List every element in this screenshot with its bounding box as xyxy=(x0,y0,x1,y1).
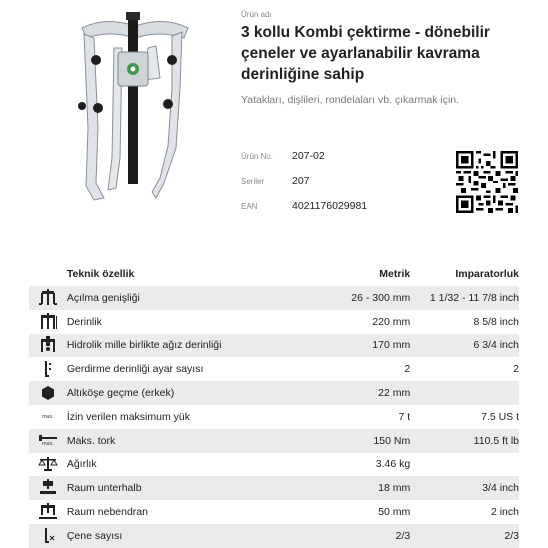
hexagon-icon xyxy=(38,384,58,402)
spec-row-opening-width xyxy=(29,286,519,310)
product-label: Ürün adı xyxy=(241,10,272,19)
product-image xyxy=(60,8,210,208)
spec-row-depth xyxy=(29,310,519,334)
spec-metric: 170 mm xyxy=(372,339,411,352)
space-below-icon xyxy=(38,479,58,497)
spec-imperial: 1 1/32 - 11 7/8 inch xyxy=(429,291,519,304)
max-torque-icon: max. xyxy=(41,440,54,447)
spec-imperial: 2 inch xyxy=(490,506,519,519)
spec-metric: 22 mm xyxy=(378,387,411,400)
max-load-icon: max. xyxy=(41,413,54,420)
spec-imperial: 3/4 inch xyxy=(482,482,519,495)
spec-metric: 2/3 xyxy=(395,529,411,542)
specs-header-row xyxy=(29,262,519,286)
scale-icon xyxy=(38,455,58,473)
meta-row-ean xyxy=(241,200,367,225)
spec-row-hydraulic-depth xyxy=(29,334,519,358)
meta-label: Seriler xyxy=(241,177,265,186)
spec-metric: 26 - 300 mm xyxy=(351,291,411,304)
tension-adjust-icon xyxy=(38,360,58,378)
spec-name: Hidrolik mille birlikte ağız derinliği xyxy=(66,339,222,352)
spec-name: Gerdirme derinliği ayar sayısı xyxy=(66,363,204,376)
hydraulic-depth-icon xyxy=(38,336,58,354)
spec-imperial: 2/3 xyxy=(504,529,519,542)
specs-table xyxy=(29,262,519,548)
spec-name: Altıköşe geçme (erkek) xyxy=(66,387,175,400)
spec-metric: 7 t xyxy=(398,410,411,423)
meta-row-article-number xyxy=(241,150,367,175)
jaw-count-icon xyxy=(38,527,58,545)
product-header xyxy=(241,10,541,106)
opening-width-icon xyxy=(38,289,58,307)
spec-row-tension-adjust xyxy=(29,357,519,381)
qr-code-icon xyxy=(456,151,518,213)
spec-name: Raum unterhalb xyxy=(66,482,142,495)
meta-row-series xyxy=(241,175,367,200)
spec-metric: 220 mm xyxy=(372,315,411,328)
spec-imperial: 110.5 ft lb xyxy=(473,434,519,447)
depth-icon xyxy=(38,313,58,331)
spec-name: Raum nebendran xyxy=(66,506,148,519)
meta-value: 207 xyxy=(292,175,310,187)
spec-name: Derinlik xyxy=(66,315,102,328)
spec-row-space-beside xyxy=(29,500,519,524)
spec-name: Çene sayısı xyxy=(66,529,123,542)
spec-imperial: 6 3/4 inch xyxy=(473,339,519,352)
spec-name: Ağırlık xyxy=(66,458,97,471)
spec-row-space-below xyxy=(29,476,519,500)
spec-row-jaw-count xyxy=(29,524,519,548)
product-meta xyxy=(241,150,367,225)
spec-metric: 2 xyxy=(404,363,411,376)
spec-metric: 18 mm xyxy=(378,482,411,495)
meta-label: EAN xyxy=(241,202,258,211)
product-title: 3 kollu Kombi çektirme - dönebilir çeneler ve ayarlanabilir kavrama derinliğine sahip xyxy=(241,24,490,83)
header-feature: Teknik özellik xyxy=(66,268,135,280)
spec-metric: 50 mm xyxy=(378,506,411,519)
meta-value: 4021176029981 xyxy=(292,200,368,212)
spec-name: İzin verilen maksimum yük xyxy=(66,410,190,423)
spec-row-weight xyxy=(29,453,519,477)
spec-name: Maks. tork xyxy=(66,434,116,447)
spec-row-max-torque xyxy=(29,429,519,453)
spec-imperial: 2 xyxy=(513,363,519,376)
spec-metric: 3.46 kg xyxy=(375,458,411,471)
header-metric: Metrik xyxy=(379,268,411,280)
meta-label: Ürün No. xyxy=(241,152,274,161)
meta-value: 207-02 xyxy=(292,150,325,162)
spec-row-hexagon xyxy=(29,381,519,405)
spec-metric: 150 Nm xyxy=(373,434,411,447)
spec-name: Açılma genişliği xyxy=(66,291,140,304)
spec-row-max-load xyxy=(29,405,519,429)
header-imperial: Imparatorluk xyxy=(455,268,519,280)
product-subtitle: Yatakları, dişlileri, rondelaları vb. çıkarmak için. xyxy=(241,94,460,106)
spec-imperial: 8 5/8 inch xyxy=(473,315,519,328)
spec-imperial: 7.5 US t xyxy=(481,410,519,423)
space-beside-icon xyxy=(38,503,58,521)
